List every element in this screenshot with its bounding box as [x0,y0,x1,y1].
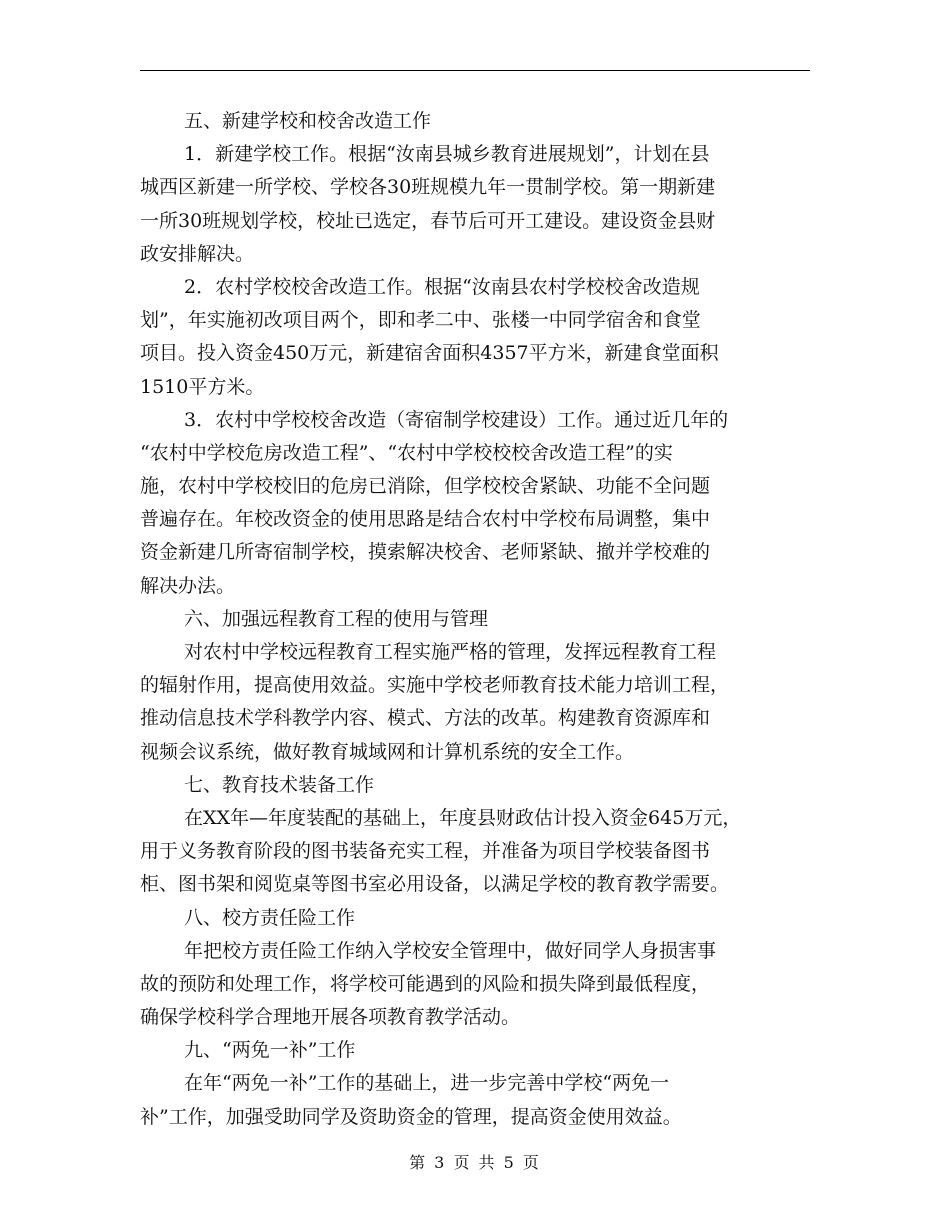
text-line: 资金新建几所寄宿制学校，摸索解决校舍、老师紧缺、撤并学校难的 [140,541,711,564]
text-line: 故的预防和处理工作，将学校可能遇到的风险和损失降到最低程度， [140,972,711,995]
text-line: 用于义务教育阶段的图书装备充实工程，并准备为项目学校装备图书 [140,840,711,863]
text-line: 柜、图书架和阅览桌等图书室必用设备，以满足学校的教育教学需要。 [140,873,730,896]
text-line: 1．新建学校工作。根据“汝南县城乡教育进展规划”，计划在县 [184,143,710,166]
text-line: 年把校方责任险工作纳入学校安全管理中，做好同学人身损害事 [184,939,717,962]
text-line: “农村中学校危房改造工程”、“农村中学校校校舍改造工程”的实 [140,441,673,464]
text-line: 3．农村中学校校舍改造（寄宿制学校建设）工作。通过近几年的 [184,408,729,431]
text-line: 八、校方责任险工作 [184,906,356,929]
text-line: 的辐射作用，提高使用效益。实施中学校老师教育技术能力培训工程， [140,674,730,697]
text-line: 划”，年实施初改项目两个，即和孝二中、张楼一中同学宿舍和食堂 [140,309,701,332]
text-line: 1510平方米。 [140,375,265,398]
text-line: 在年“两免一补”工作的基础上，进一步完善中学校“两免一 [184,1072,670,1095]
header-rule [140,70,810,71]
text-line: 在XX年—年度装配的基础上，年度县财政估计投入资金645万元， [184,806,742,829]
text-line: 七、教育技术装备工作 [184,773,375,796]
text-line: 视频会议系统，做好教育城域网和计算机系统的安全工作。 [140,740,635,763]
text-line: 政安排解决。 [140,242,255,265]
text-line: 补”工作，加强受助同学及资助资金的管理，提高资金使用效益。 [140,1105,682,1128]
text-line: 施，农村中学校校旧的危房已消除，但学校校舍紧缺、功能不全问题 [140,475,711,498]
page-number: 第 3 页 共 5 页 [409,1153,541,1172]
text-line: 五、新建学校和校舍改造工作 [184,110,432,132]
text-line: 项目。投入资金450万元，新建宿舍面积4357平方米，新建食堂面积 [140,342,719,365]
text-line: 九、“两免一补”工作 [184,1039,356,1062]
text-line: 城西区新建一所学校、学校各30班规模九年一贯制学校。第一期新建 [140,176,716,199]
text-line: 对农村中学校远程教育工程实施严格的管理，发挥远程教育工程 [184,641,717,663]
text-line: 普遍存在。年校改资金的使用思路是结合农村中学校布局调整，集中 [140,508,711,531]
text-line: 推动信息技术学科教学内容、模式、方法的改革。构建教育资源库和 [140,707,711,730]
text-line: 六、加强远程教育工程的使用与管理 [184,607,489,630]
text-line: 确保学校科学合理地开展各项教育教学活动。 [140,1006,521,1029]
text-line: 2．农村学校校舍改造工作。根据“汝南县农村学校校舍改造规 [184,275,700,298]
text-line: 解决办法。 [140,574,236,597]
document-body [140,105,810,1134]
text-line: 一所30班规划学校，校址已选定，春节后可开工建设。建设资金县财 [140,209,716,232]
